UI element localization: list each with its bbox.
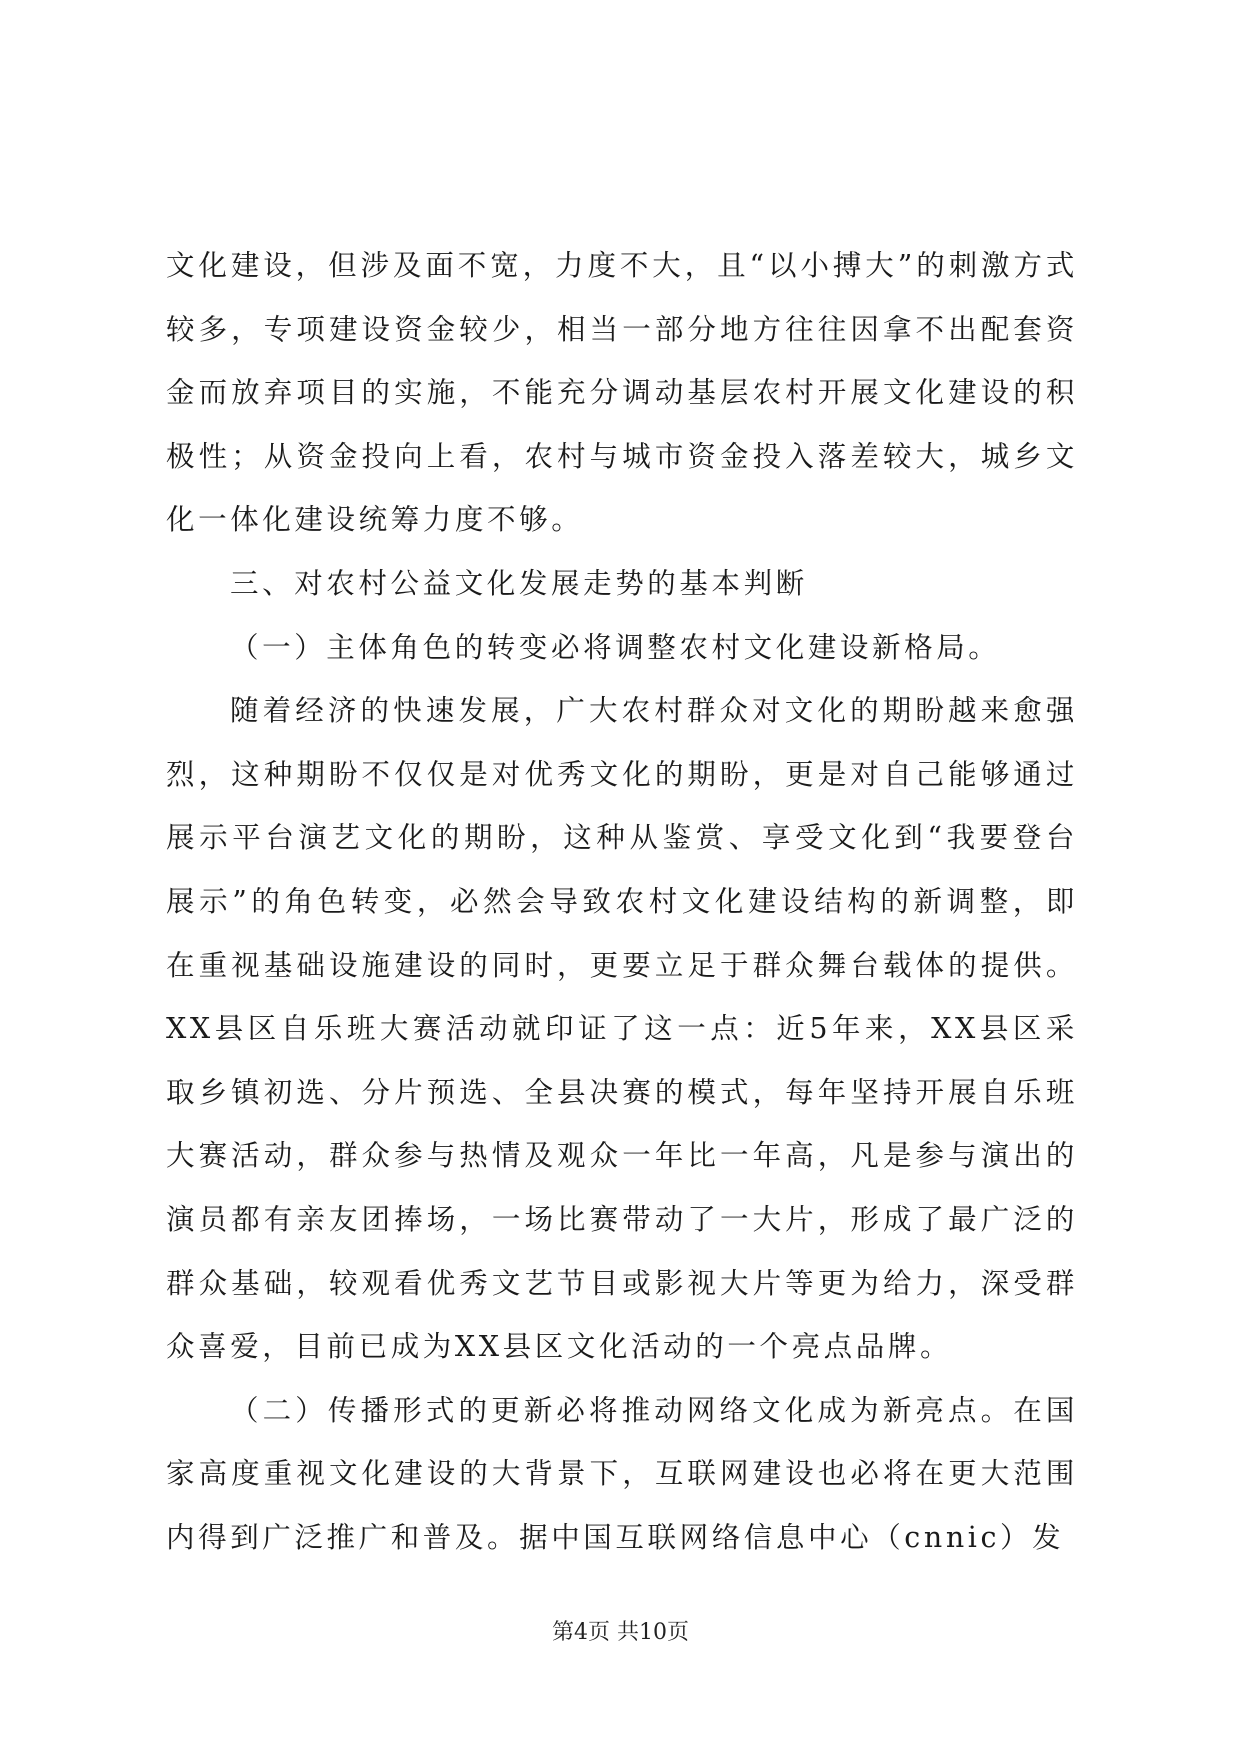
- subsection-heading-1: （一）主体角色的转变必将调整农村文化建设新格局。: [230, 630, 1001, 664]
- page-number-footer: 第4页 共10页: [552, 1620, 689, 1645]
- paragraph-1: 随着经济的快速发展，广大农村群众对文化的期盼越来愈强烈，这种期盼不仅仅是对优秀文化的期盼，更是对自己能够通过展示平台演艺文化的期盼，这种从鉴赏、享受文化到“我要登台展示”的角色转变，必然会导致农村文化建设结构的新调整，即在重视基础设施建设的同时，更要立足于群众舞台载体的提供。XX县区自乐班大赛活动就印证了这一点：近5年来，XX县区采取乡镇初选、分片预选、全县决赛的模式，每年坚持开展自乐班大赛活动，群众参与热情及观众一年比一年高，凡是参与演出的演员都有亲友团捧场，一场比赛带动了一大片，形成了最广泛的群众基础，较观看优秀文艺节目或影视大片等更为给力，深受群众喜爱，目前已成为XX县区文化活动的一个亮点品牌。: [166, 694, 1078, 1364]
- paragraph-continuation: 文化建设，但涉及面不宽，力度不大，且“以小搏大”的刺激方式较多，专项建设资金较少，相当一部分地方往往因拿不出配套资金而放弃项目的实施，不能充分调动基层农村开展文化建设的积极性；从资金投向上看，农村与城市资金投入落差较大，城乡文化一体化建设统筹力度不够。: [166, 249, 1078, 537]
- paragraph-2: （二）传播形式的更新必将推动网络文化成为新亮点。在国家高度重视文化建设的大背景下，互联网建设也必将在更大范围内得到广泛推广和普及。据中国互联网络信息中心（cnnic）发: [166, 1393, 1078, 1554]
- document-body: [166, 234, 1078, 1569]
- section-heading: 三、对农村公益文化发展走势的基本判断: [230, 566, 808, 600]
